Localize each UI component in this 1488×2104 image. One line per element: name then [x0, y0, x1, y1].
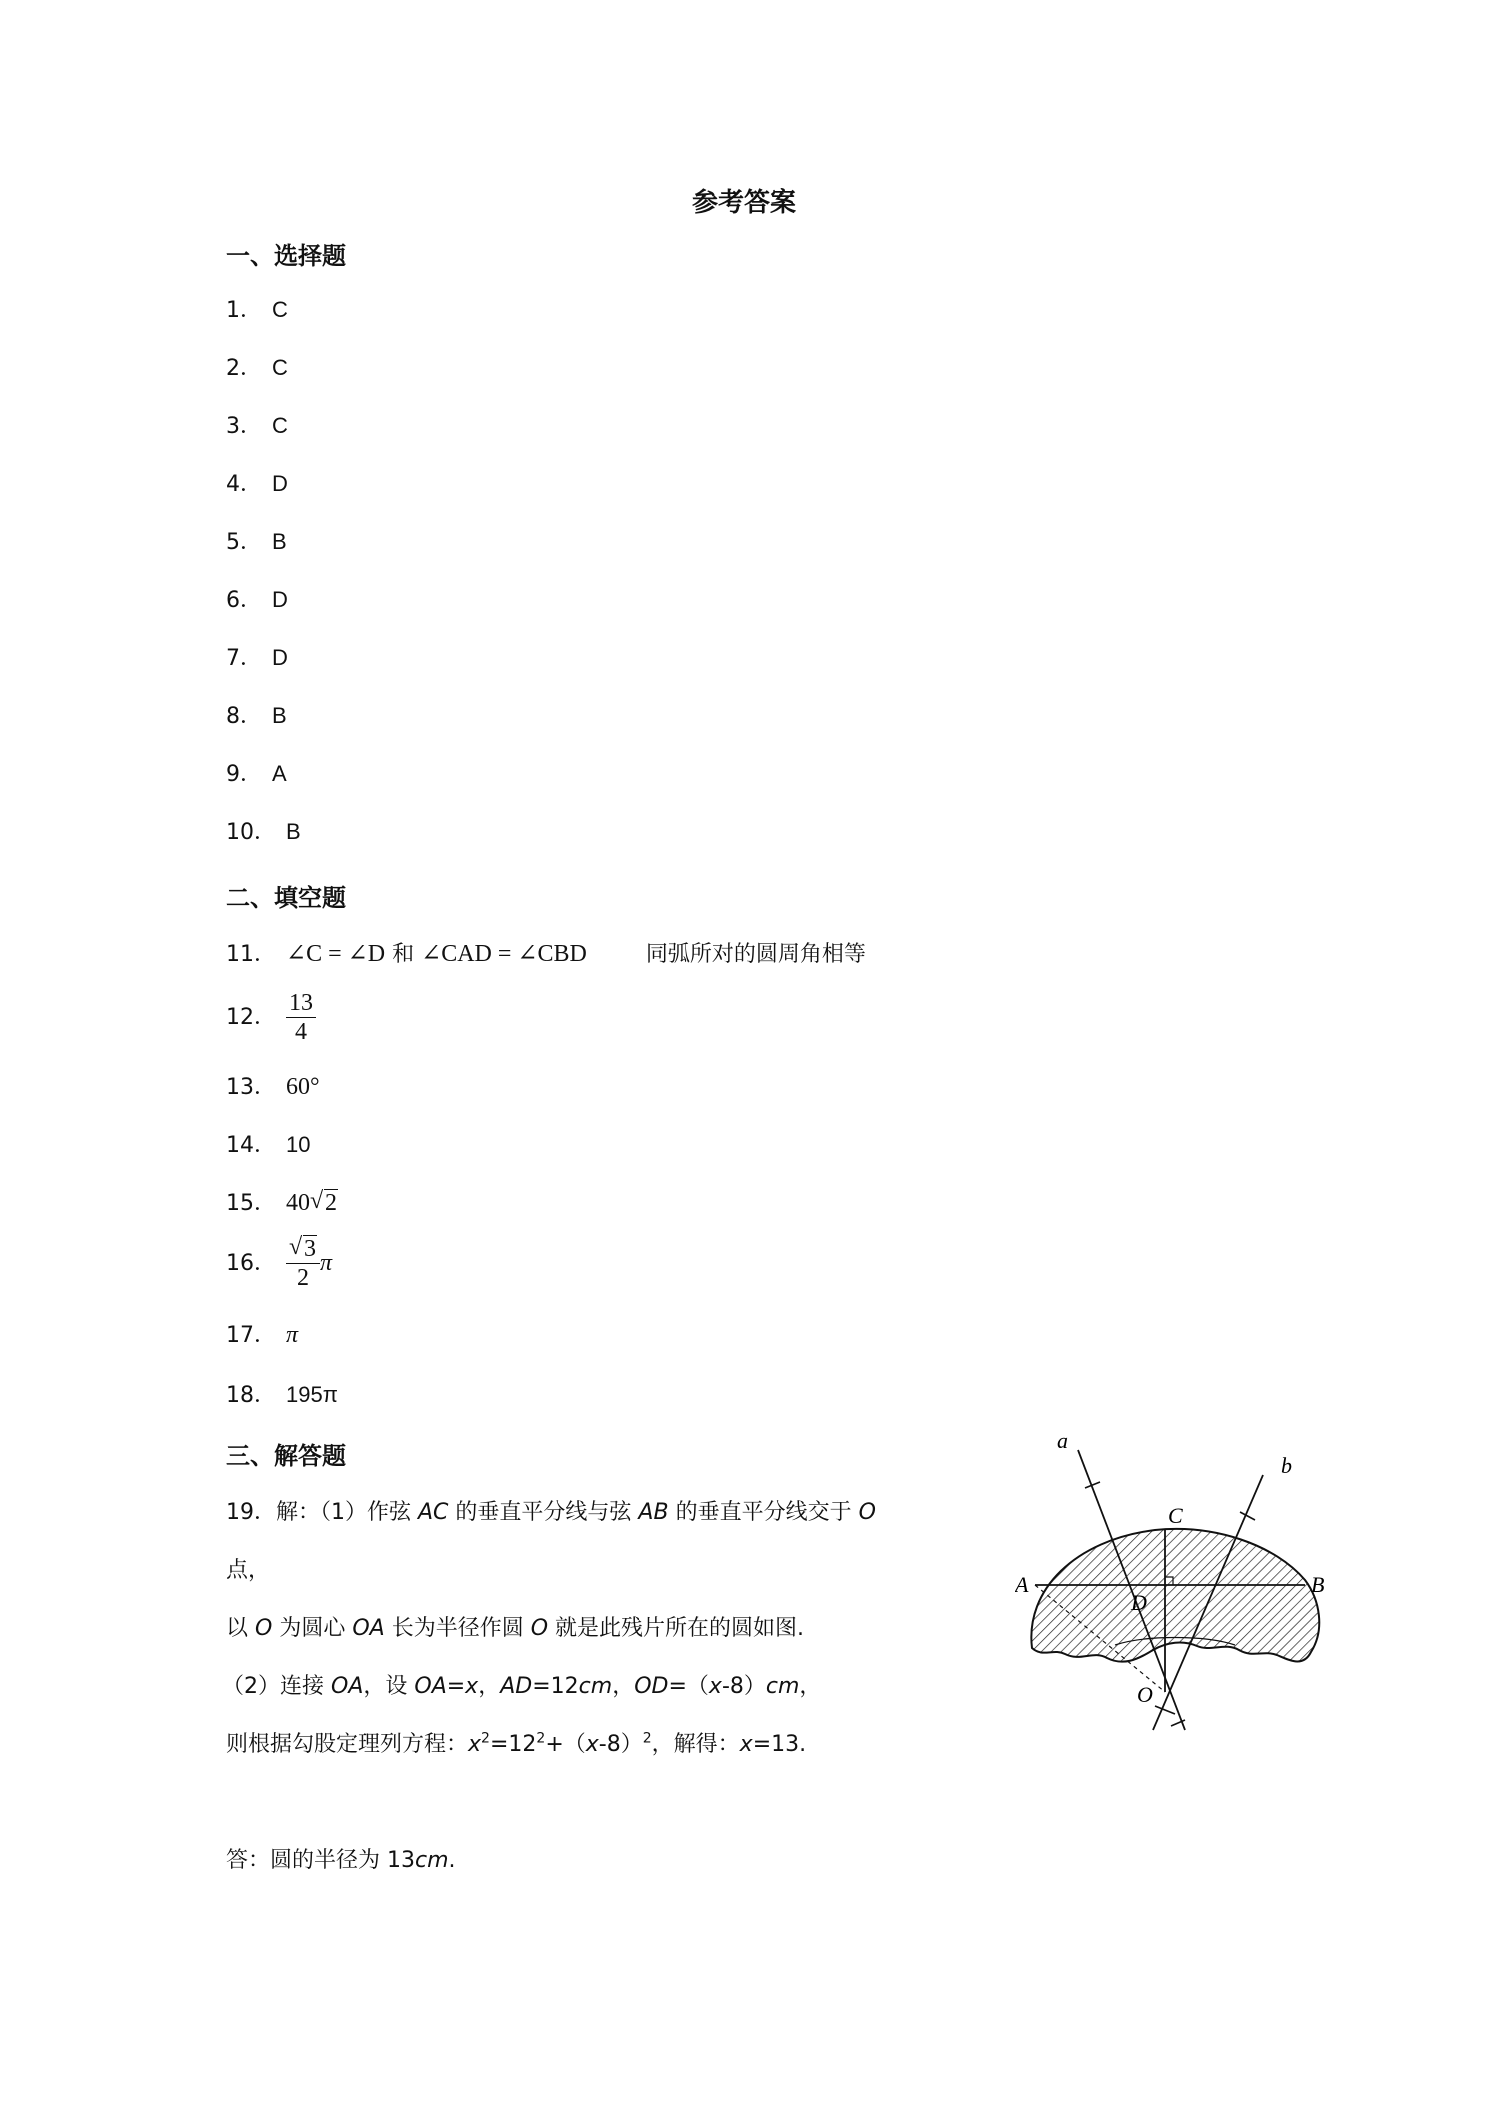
answer-value: C: [272, 413, 288, 438]
text-segment: ，: [612, 1674, 635, 1699]
text-segment: ，解得：: [651, 1732, 740, 1757]
answer-row-14: [226, 1128, 310, 1159]
choice-answer-row: [226, 351, 288, 382]
question-number: 18．: [226, 1383, 276, 1408]
label-oa: OA: [352, 1616, 385, 1641]
choice-answer-row: [226, 699, 287, 730]
label-a-point: A: [1015, 1572, 1029, 1597]
text-segment: 就是此残片所在的圆如图.: [548, 1616, 805, 1641]
label-o-point: O: [1137, 1682, 1153, 1707]
section-heading-fill: 二、填空题: [226, 884, 346, 912]
solution-answer: [226, 1843, 456, 1874]
question-number: 11．: [226, 942, 276, 967]
text-segment: 的垂直平分线与弦: [448, 1500, 639, 1525]
variable-x: x: [739, 1732, 753, 1757]
label-o: O: [858, 1500, 876, 1525]
text-segment: =（: [668, 1674, 709, 1699]
answer-row-16: [226, 1236, 332, 1292]
text-segment: =12: [532, 1674, 579, 1699]
exponent: 2: [481, 1730, 490, 1747]
text-segment: 则根据勾股定理列方程：: [226, 1732, 469, 1757]
exponent: 2: [642, 1730, 652, 1747]
section-heading-choice: 一、选择题: [226, 242, 346, 270]
answer-row-15: [226, 1186, 338, 1217]
text-segment: -8）: [721, 1674, 766, 1699]
answer-value: 195π: [286, 1382, 338, 1407]
question-number: 15．: [226, 1191, 276, 1216]
variable-x: x: [585, 1732, 599, 1757]
text-segment: 答：圆的半径为 13: [226, 1848, 415, 1873]
text-segment: 为圆心: [272, 1616, 353, 1641]
circle-fragment-figure: [1015, 1430, 1345, 1750]
answer-value: D: [272, 587, 288, 612]
radicand: 3: [304, 1236, 316, 1262]
question-number: 10．: [226, 820, 276, 845]
text-segment: .: [448, 1848, 456, 1873]
fraction-numerator: [286, 1236, 320, 1264]
answer-value: 10: [286, 1132, 311, 1157]
radical-sign-icon: √: [310, 1188, 324, 1214]
question-number: 9．: [226, 762, 262, 787]
fraction-numerator: 13: [286, 990, 316, 1018]
label-b-point: B: [1311, 1572, 1325, 1597]
variable-x: x: [708, 1674, 722, 1699]
answer-value: A: [272, 761, 287, 786]
radical-sign-icon: √: [289, 1234, 303, 1260]
label-d-point: D: [1131, 1590, 1147, 1615]
answer-value: [286, 1190, 338, 1216]
unit-cm: cm: [415, 1848, 449, 1873]
question-number: 13．: [226, 1075, 276, 1100]
answer-value: B: [286, 819, 301, 844]
text-segment: -8）: [598, 1732, 643, 1757]
pi-symbol: π: [320, 1249, 333, 1276]
choice-answer-row: [226, 757, 287, 788]
fraction-denominator: 4: [295, 1019, 307, 1046]
text-segment: 长为半径作圆: [384, 1616, 531, 1641]
question-number: 6．: [226, 588, 262, 613]
choice-answer-row: [226, 641, 288, 672]
fraction: [286, 990, 316, 1046]
text-segment: 以: [226, 1616, 255, 1641]
answer-value: B: [272, 703, 287, 728]
question-number: 2．: [226, 356, 262, 381]
square-root: [310, 1190, 338, 1217]
question-number: 17．: [226, 1323, 276, 1348]
page-title: 参考答案: [691, 188, 796, 218]
choice-answer-row: [226, 293, 288, 324]
section-heading-solution: 三、解答题: [226, 1442, 346, 1470]
text-segment: 的垂直平分线交于: [668, 1500, 859, 1525]
text-segment: +（: [545, 1732, 586, 1757]
unit-cm: cm: [578, 1674, 613, 1699]
text-segment: 点，: [226, 1558, 271, 1583]
radicand: 2: [325, 1190, 337, 1216]
question-number: 4．: [226, 472, 262, 497]
text-segment: ，: [799, 1674, 822, 1699]
solution-line-5: [226, 1727, 806, 1758]
answer-value: C: [272, 355, 288, 380]
question-number: 12．: [226, 1004, 276, 1030]
fraction: [286, 1236, 320, 1292]
square-root: [289, 1236, 317, 1262]
math-expression: ∠CAD = ∠CBD: [421, 941, 587, 967]
solution-line-2: [226, 1553, 270, 1584]
question-number: 7．: [226, 646, 262, 671]
answer-row-11: [226, 937, 866, 968]
shaded-fragment: [1031, 1529, 1319, 1662]
text-segment: （2）连接: [222, 1674, 331, 1699]
solution-line-3: [226, 1611, 804, 1642]
answer-value: D: [272, 471, 288, 496]
answer-value: π: [286, 1322, 299, 1348]
text-segment: 解：（1）作弦: [276, 1500, 418, 1525]
exponent: 2: [536, 1730, 546, 1747]
label-o: O: [255, 1616, 273, 1641]
label-ac: AC: [418, 1500, 449, 1525]
tick-mark: [1155, 1706, 1175, 1714]
choice-answer-row: [226, 583, 288, 614]
label-o: O: [530, 1616, 549, 1641]
solution-line-4: [222, 1669, 821, 1700]
choice-answer-row: [226, 467, 288, 498]
equation-oa: OA=x: [414, 1674, 479, 1699]
label-od: OD: [634, 1674, 669, 1699]
solution-line-1: [226, 1495, 876, 1526]
question-number: 19．: [226, 1500, 276, 1525]
question-number: 8．: [226, 704, 262, 729]
answer-value: C: [272, 297, 288, 322]
label-b-line: b: [1281, 1453, 1292, 1478]
answer-row-17: [226, 1318, 298, 1349]
label-a-line: a: [1057, 1430, 1068, 1453]
variable-x: x: [468, 1732, 482, 1757]
question-number: 3．: [226, 414, 262, 439]
text-segment: ，: [478, 1674, 501, 1699]
answer-row-13: [226, 1070, 320, 1101]
conjunction: 和: [392, 942, 415, 967]
label-ad: AD: [500, 1674, 533, 1699]
choice-answer-row: [226, 525, 287, 556]
label-ab: AB: [638, 1500, 669, 1525]
reason-text: 同弧所对的圆周角相等: [645, 942, 866, 967]
text-segment: =13.: [752, 1732, 807, 1757]
question-number: 16．: [226, 1250, 276, 1276]
unit-cm: cm: [765, 1674, 800, 1699]
question-number: 1．: [226, 298, 262, 323]
question-number: 14．: [226, 1133, 276, 1158]
answer-value: B: [272, 529, 287, 554]
answer-value: D: [272, 645, 288, 670]
answer-value: 60°: [286, 1074, 320, 1100]
answer-row-18: [226, 1378, 338, 1409]
math-expression: ∠C = ∠D: [286, 941, 386, 967]
text-segment: =12: [489, 1732, 537, 1757]
choice-answer-row: [226, 409, 288, 440]
choice-answer-row: [226, 815, 301, 846]
label-c-point: C: [1168, 1503, 1183, 1528]
text-segment: ，设: [363, 1674, 415, 1699]
fraction-denominator: 2: [297, 1265, 309, 1292]
answer-row-12: [226, 990, 316, 1046]
label-oa: OA: [331, 1674, 364, 1699]
question-number: 5．: [226, 530, 262, 555]
coefficient: 40: [286, 1190, 310, 1216]
